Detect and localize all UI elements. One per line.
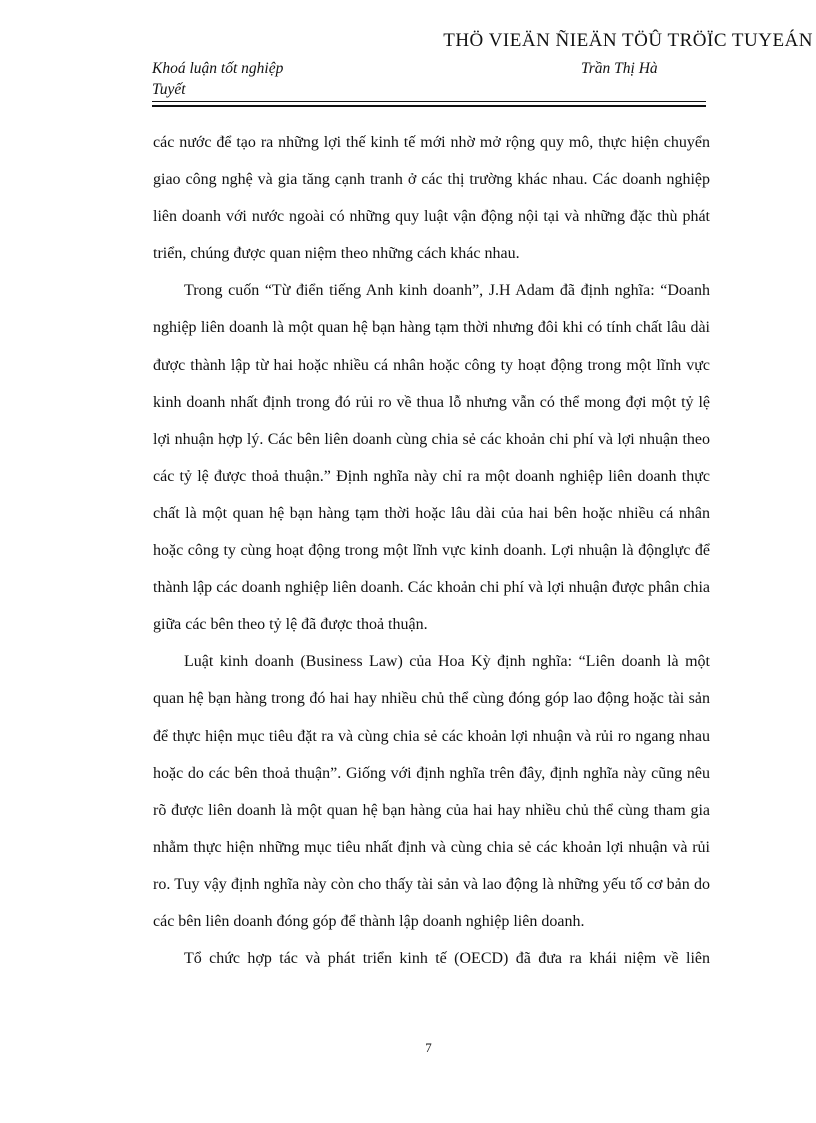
paragraph-business-law: Luật kinh doanh (Business Law) của Hoa Kỳ định nghĩa: “Liên doanh là một quan hệ bạn hàng trong đó hai hay nhiều chủ thể cùng đóng góp lao động hoặc tài sản để thực hiện mục tiêu đặt ra và cùng chia sẻ các khoản lợi nhuận và rủi ro ngang nhau hoặc do các bên thoả thuận”. Giống với định nghĩa trên đây, định nghĩa này cũng nêu rõ được liên doanh là một quan hệ bạn hàng của hai hay nhiều chủ thể cùng tham gia nhằm thực hiện những mục tiêu nhất định và cùng chia sẻ các khoản lợi nhuận và rủi ro. Tuy vậy định nghĩa này còn cho thấy tài sản và lao động là những yếu tố cơ bản do các bên liên doanh đóng góp để thành lập doanh nghiệp liên doanh.: [153, 653, 710, 930]
header-author-name: Trần Thị Hà: [581, 60, 658, 77]
header-double-rule: [152, 101, 706, 107]
header-author-name-continuation: Tuyết: [152, 81, 186, 98]
body-text: [153, 124, 710, 977]
paragraph-continued: các nước để tạo ra những lợi thế kinh tế mới nhờ mở rộng quy mô, thực hiện chuyển giao công nghệ và gia tăng cạnh tranh ở các thị trường khác nhau. Các doanh nghiệp liên doanh với nước ngoài có những quy luật vận động nội tại và những đặc thù phát triển, chúng được quan niệm theo những cách khác nhau.: [153, 134, 710, 263]
paragraph-oecd: Tổ chức hợp tác và phát triển kinh tế (OECD) đã đưa ra khái niệm về liên: [184, 950, 710, 968]
header-thesis-label: Khoá luận tốt nghiệp: [152, 60, 284, 77]
paragraph-adam-definition: Trong cuốn “Từ điển tiếng Anh kinh doanh”, J.H Adam đã định nghĩa: “Doanh nghiệp liên doanh là một quan hệ bạn hàng tạm thời nhưng đôi khi có tính chất lâu dài được thành lập từ hai hoặc nhiều cá nhân hoặc công ty hoạt động trong một lĩnh vực kinh doanh nhất định trong đó rủi ro về thua lỗ nhưng vẫn có thể mong đợi một tỷ lệ lợi nhuận hợp lý. Các bên liên doanh cùng chia sẻ các khoản chi phí và lợi nhuận theo các tỷ lệ được thoả thuận.” Định nghĩa này chỉ ra một doanh nghiệp liên doanh thực chất là một quan hệ bạn hàng tạm thời hoặc lâu dài của hai bên hoặc nhiều cá nhân hoặc công ty cùng hoạt động trong một lĩnh vực kinh doanh. Lợi nhuận là độnglực để thành lập các doanh nghiệp liên doanh. Các khoản chi phí và lợi nhuận được phân chia giữa các bên theo tỷ lệ đã được thoả thuận.: [153, 282, 710, 634]
watermark-text: THÖ VIEÄN ÑIEÄN TÖÛ TRÖÏC TUYEÁN: [443, 30, 813, 51]
page-number: 7: [425, 1040, 432, 1055]
